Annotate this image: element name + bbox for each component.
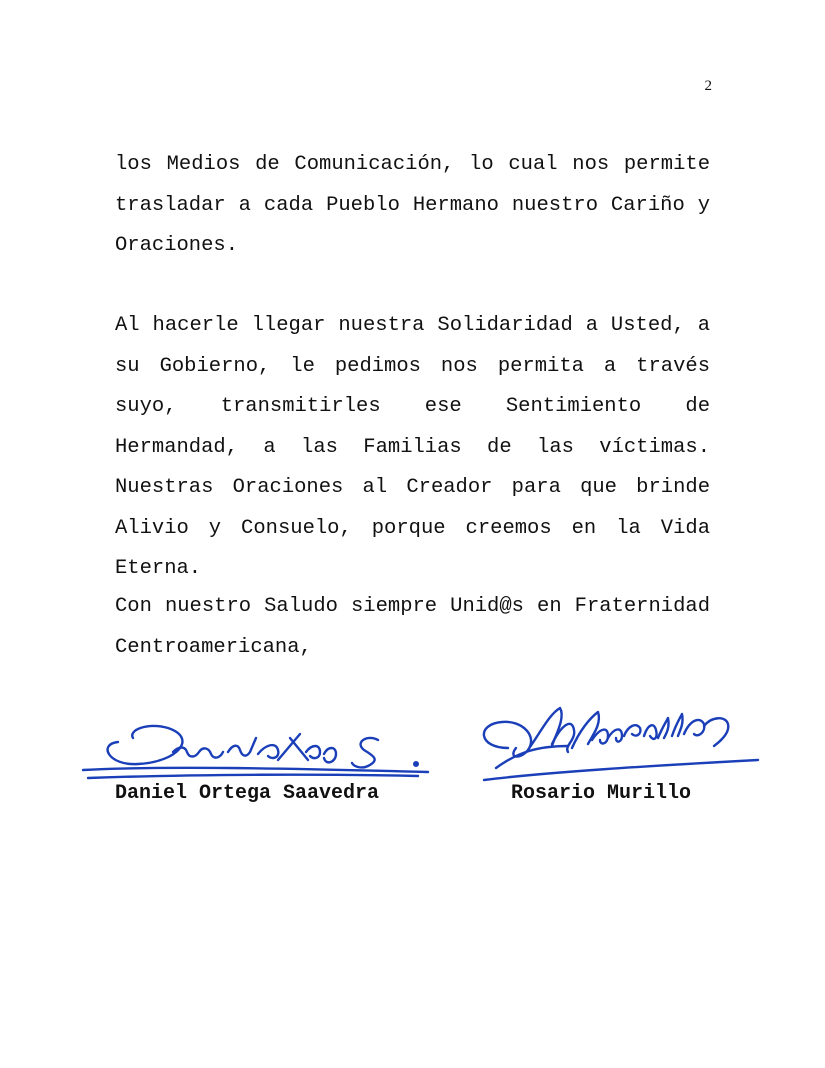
signature-daniel-ortega [78,708,438,788]
signatory-name-left: Daniel Ortega Saavedra [115,782,380,805]
page-number: 2 [704,78,712,94]
signatory-name-right: Rosario Murillo [511,782,692,805]
signature-rosario-murillo [468,688,763,788]
paragraph-3-closing: Con nuestro Saludo siempre Unid@s en Fraternidad Centroamericana, [115,595,710,659]
paragraph-2: Al hacerle llegar nuestra Solidaridad a Usted, a su Gobierno, le pedimos nos permita a través suyo, transmitirles ese Sentimiento de Hermandad, a las Familias de las víctimas. Nuestras Oraciones al Creador para que brinde Alivio y Consuelo, porque creemos en la Vida Eterna. [115,314,710,580]
paragraph-1: los Medios de Comunicación, lo cual nos permite trasladar a cada Pueblo Hermano nuestro Cariño y Oraciones. [115,153,710,257]
